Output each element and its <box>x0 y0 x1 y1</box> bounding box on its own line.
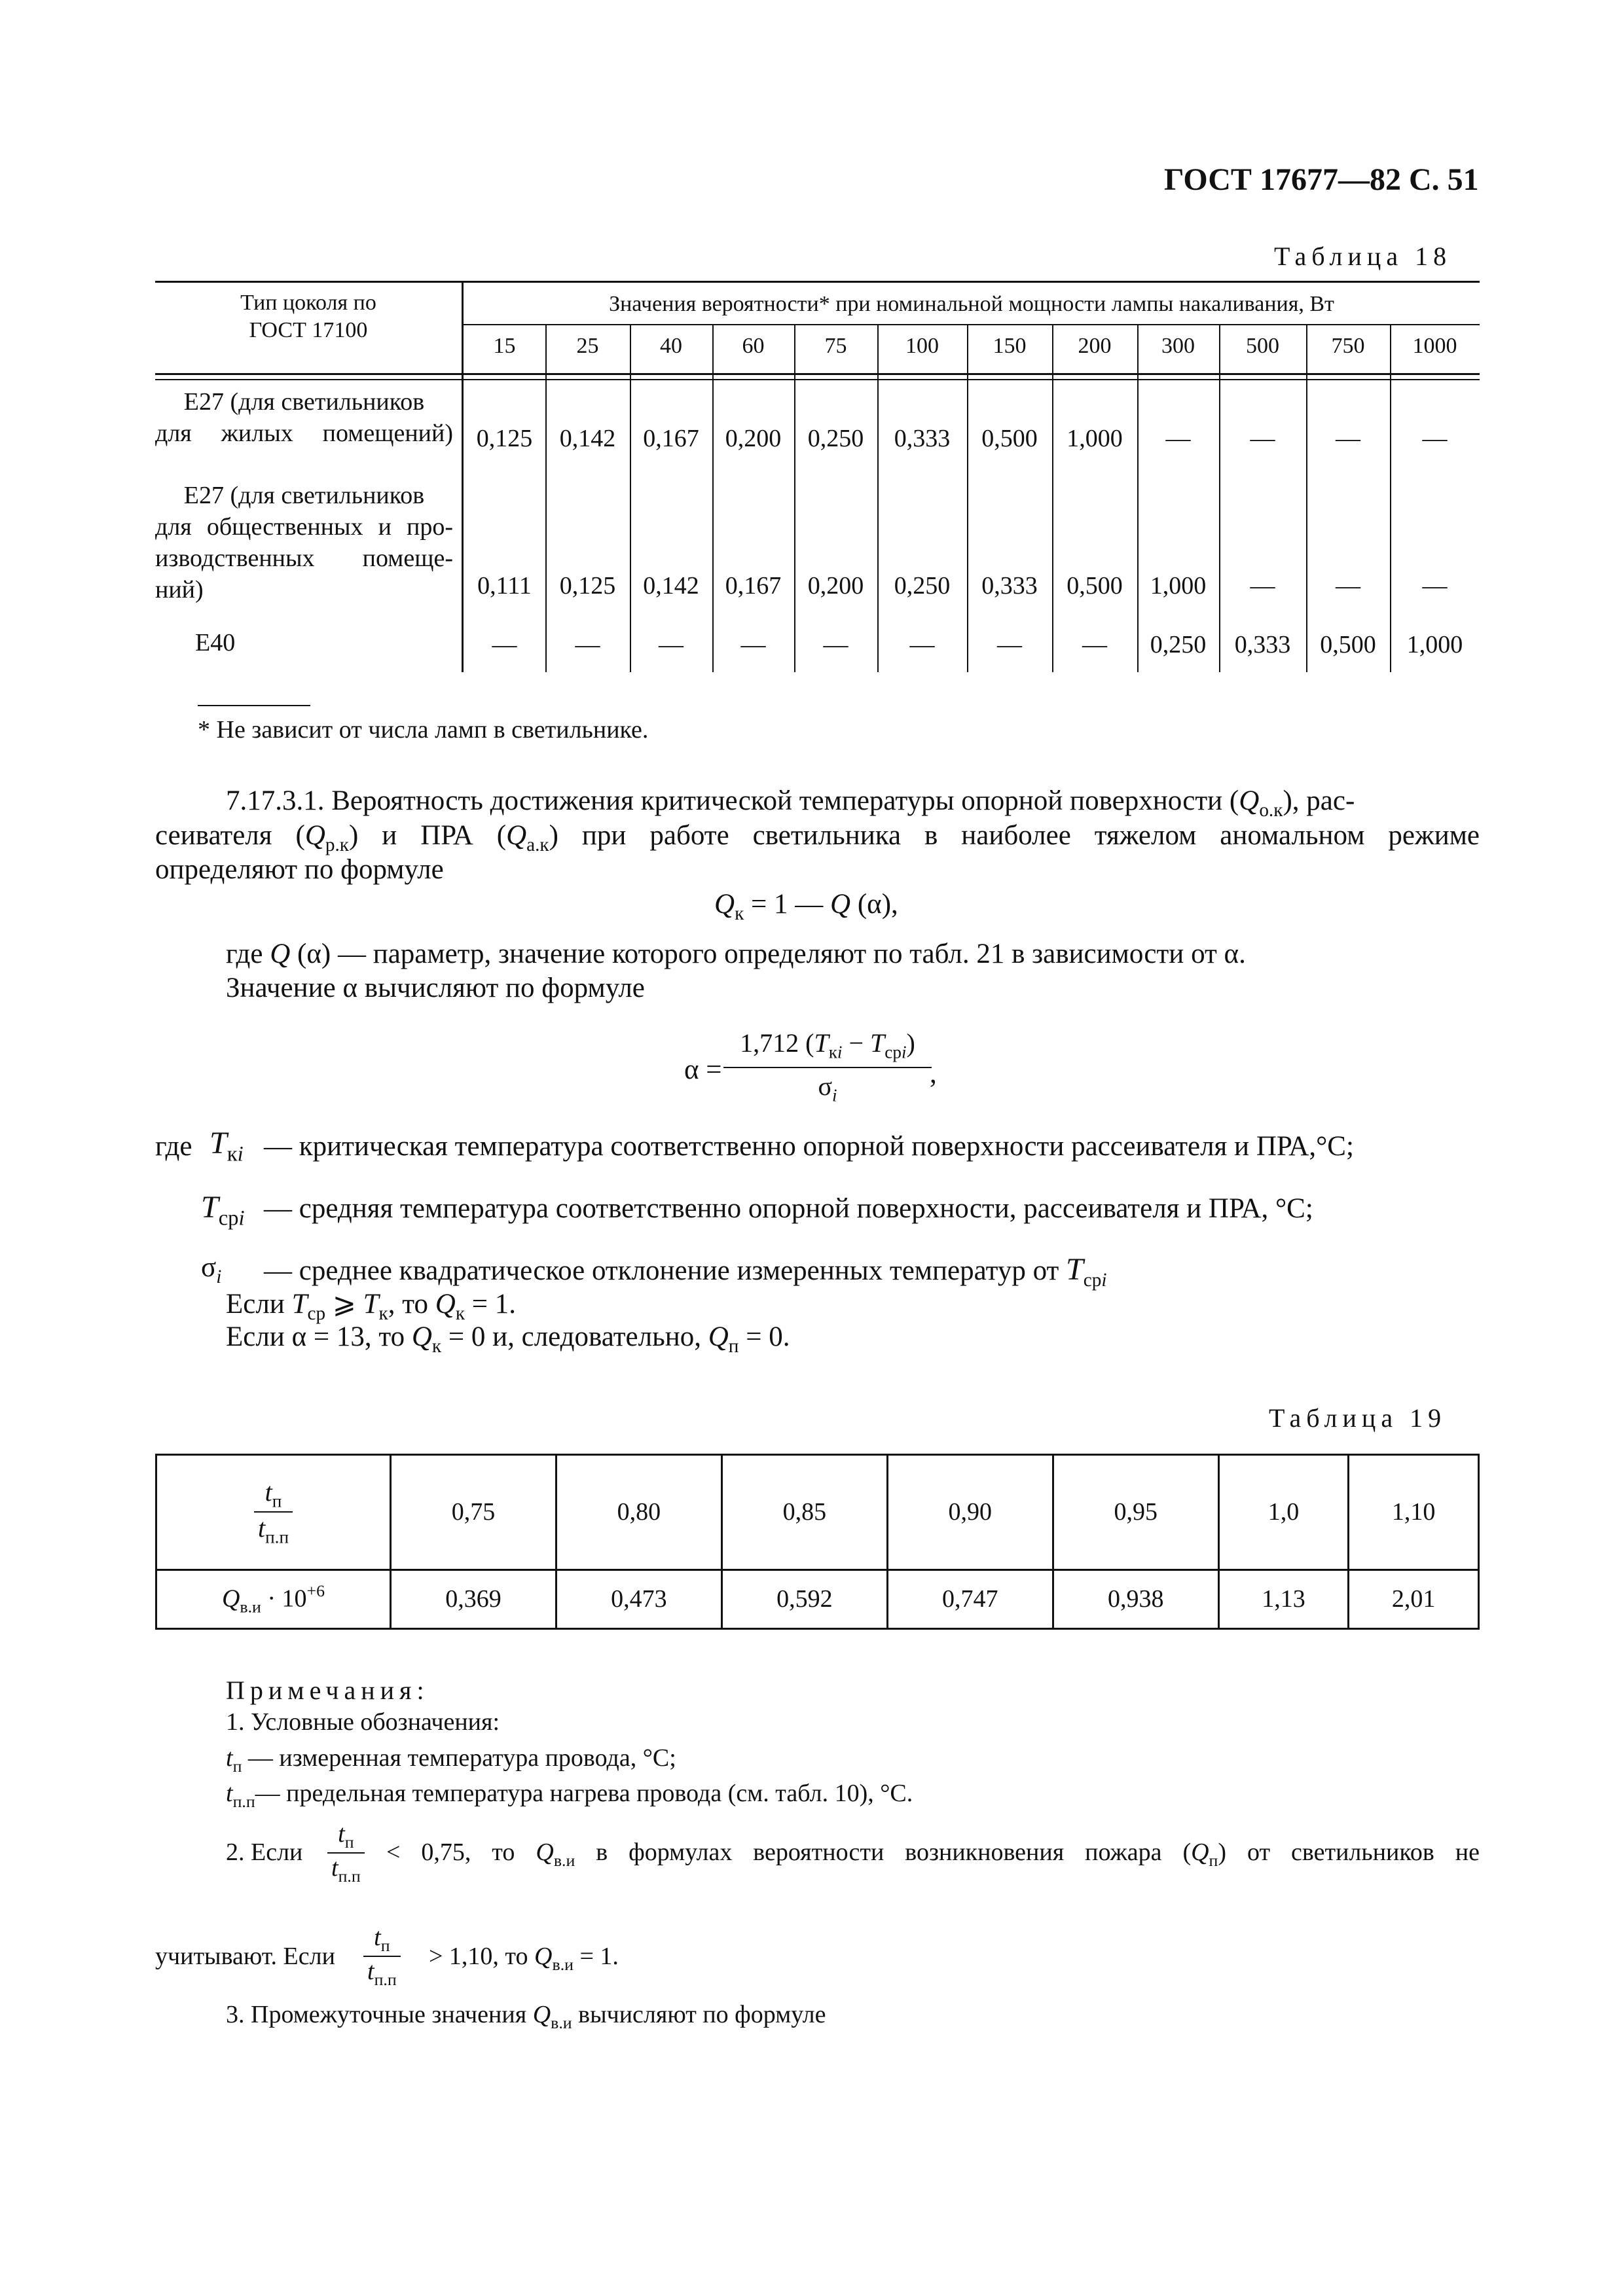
subscript: п <box>728 1336 739 1357</box>
subscript-text: к <box>227 1142 238 1166</box>
text: (α), <box>850 889 898 920</box>
row-head-qvi <box>156 1570 391 1628</box>
subscript-text: ср <box>218 1206 239 1230</box>
table-cell: — <box>1336 425 1360 452</box>
table-cell: 0,333 <box>1234 631 1291 658</box>
symbol-t: T <box>870 1028 885 1058</box>
row-label-e40: Е40 <box>195 629 236 656</box>
symbol-q: Q <box>830 889 851 920</box>
table-cell: 0,85 <box>721 1455 887 1570</box>
subscript: а.к <box>526 834 549 856</box>
table-cell: 0,500 <box>1067 572 1123 600</box>
table-cell: 0,125 <box>559 572 616 600</box>
table-cell: — <box>1165 425 1191 452</box>
text: , то <box>388 1289 435 1319</box>
row-label-line: для жилых помещений) <box>155 420 453 447</box>
note-1-tpp <box>226 1779 913 1812</box>
fraction-numerator <box>327 1820 365 1854</box>
table-cell: 0,75 <box>391 1455 556 1570</box>
row-label-e27-residential <box>155 386 453 449</box>
symbol-sigma: σ <box>818 1071 832 1101</box>
table-head-rule-2 <box>155 379 1480 380</box>
text: · 10 <box>261 1585 307 1613</box>
para-line-1 <box>226 785 1355 821</box>
table-cell: 0,90 <box>887 1455 1053 1570</box>
fraction-denominator <box>363 1957 401 1990</box>
subscript <box>219 1206 245 1230</box>
text: ) и ПРА ( <box>349 820 507 851</box>
table-cell: 1,10 <box>1349 1455 1479 1570</box>
subscript-index: i <box>832 1085 837 1105</box>
fraction-numerator <box>723 1028 932 1068</box>
text: 1,712 ( <box>740 1028 814 1058</box>
row-head-ratio <box>156 1455 391 1570</box>
symbol-q: Q <box>714 889 735 920</box>
table-cell: — <box>492 631 517 658</box>
superscript: +6 <box>306 1581 325 1601</box>
text: — среднее квадратическое отклонение измеренных температур от <box>264 1255 1067 1286</box>
subscript: ср <box>307 1303 326 1325</box>
table-cell: 0,333 <box>981 572 1038 600</box>
table-cell: 0,500 <box>981 425 1038 452</box>
text: где <box>226 939 270 969</box>
subscript-text: к <box>828 1042 837 1062</box>
subscript: п.п <box>338 1867 361 1886</box>
table-cell: 0,167 <box>643 425 699 452</box>
power-header-cell: 15 <box>493 334 516 358</box>
power-header-cell: 25 <box>576 334 599 358</box>
note-1: 1. Условные обозначения: <box>226 1708 500 1736</box>
symbol-q: Q <box>435 1289 456 1319</box>
def-tk-text: — критическая температура соответственно опорной поверхности рассеивателя и ПРА,°С; <box>264 1131 1354 1162</box>
table-cell: 0,111 <box>477 572 532 600</box>
row-label-e27-public <box>155 480 453 605</box>
note-1-tp <box>226 1744 676 1776</box>
table-19 <box>155 1454 1480 1630</box>
subscript <box>1084 1270 1107 1291</box>
subscript: в.и <box>551 2013 572 2033</box>
symbol-t: T <box>210 1126 227 1160</box>
symbol-q: Q <box>304 820 325 851</box>
table-cell: 0,80 <box>556 1455 721 1570</box>
table-19-caption: Таблица 19 <box>1269 1403 1447 1433</box>
subscript-index: i <box>837 1042 843 1062</box>
table-cell: 0,333 <box>894 425 951 452</box>
table-top-rule <box>155 281 1480 283</box>
table-cell: 0,250 <box>1150 631 1207 658</box>
table-cell: 0,167 <box>725 572 782 600</box>
text: ) от светильников не <box>1218 1839 1480 1866</box>
table-subhead-rule <box>462 324 1480 325</box>
symbol-t: t <box>264 1477 272 1507</box>
table-cell: 0,142 <box>559 425 616 452</box>
table-cell: 0,200 <box>725 425 782 452</box>
col-head-line: ГОСТ 17100 <box>249 318 368 342</box>
def-tk-symbol <box>210 1125 244 1166</box>
text: 3. Промежуточные значения <box>226 2001 533 2028</box>
table-cell: 1,000 <box>1067 425 1123 452</box>
symbol-t: t <box>331 1854 338 1882</box>
table-cell: — <box>1422 572 1448 600</box>
page-header: ГОСТ 17677—82 С. 51 <box>1164 162 1479 197</box>
subscript-text: ср <box>884 1042 902 1062</box>
subscript: в.и <box>552 1955 574 1975</box>
column-line <box>794 325 795 672</box>
subscript: п <box>272 1491 282 1511</box>
symbol-t: T <box>291 1289 308 1319</box>
note-2-fraction <box>327 1820 365 1886</box>
table-cell: 0,500 <box>1320 631 1376 658</box>
text: = 0 и, следовательно, <box>441 1321 708 1352</box>
text: = 1. <box>573 1943 619 1970</box>
table-cell: 0,142 <box>643 572 699 600</box>
symbol-q: Q <box>536 1839 554 1866</box>
symbol-q: Q <box>506 820 527 851</box>
table-18-caption: Таблица 18 <box>1274 242 1452 271</box>
table-cell: 1,13 <box>1218 1570 1349 1628</box>
table-cell: — <box>1422 425 1448 452</box>
fraction-denominator <box>327 1854 365 1886</box>
text: Если <box>226 1289 292 1319</box>
subscript: к <box>735 903 744 925</box>
symbol-q: Q <box>708 1321 729 1352</box>
column-line <box>545 325 547 672</box>
column-line <box>967 325 968 672</box>
text: — измеренная температура провода, °С; <box>242 1744 676 1772</box>
symbol-t: t <box>226 1780 233 1807</box>
power-header-cell: 75 <box>824 334 847 358</box>
symbol-q: Q <box>221 1585 240 1613</box>
para-line-2 <box>155 819 1480 856</box>
table-cell: — <box>1336 572 1360 600</box>
subscript: к <box>378 1303 388 1325</box>
symbol-t: T <box>1066 1252 1084 1287</box>
column-line <box>1306 325 1307 672</box>
symbol-t: t <box>338 1820 345 1848</box>
table-cell: 0,250 <box>894 572 951 600</box>
subscript: к <box>431 1336 442 1357</box>
table-head-rule <box>155 373 1480 375</box>
power-header-cell: 40 <box>660 334 682 358</box>
notes-title: Примечания: <box>226 1676 429 1705</box>
table-cell: 0,125 <box>476 425 533 452</box>
table-cell: 1,0 <box>1218 1455 1349 1570</box>
column-line <box>877 325 879 672</box>
row-label-line: Е27 (для светильников <box>183 482 425 509</box>
symbol-q: Q <box>411 1321 432 1352</box>
table-cell: — <box>1082 631 1107 658</box>
symbol-q: Q <box>1191 1839 1209 1866</box>
power-header-cell: 1000 <box>1412 334 1457 358</box>
subscript <box>227 1142 244 1166</box>
fraction-denominator <box>254 1513 293 1548</box>
power-header-cell: 750 <box>1331 334 1365 358</box>
table-cell: — <box>997 631 1022 658</box>
text: − <box>842 1028 871 1058</box>
table-row <box>156 1570 1479 1628</box>
table-cell: 0,250 <box>807 425 864 452</box>
note-2-text <box>386 1838 1480 1871</box>
table-cell: 0,200 <box>807 572 864 600</box>
table-cell: 0,369 <box>391 1570 556 1628</box>
symbol-t: t <box>374 1924 381 1951</box>
text: ), рас- <box>1283 785 1355 816</box>
subscript: п <box>344 1833 354 1852</box>
table-cell: — <box>575 631 600 658</box>
subscript: п <box>1209 1851 1218 1871</box>
formula-alpha-lhs: α = <box>684 1054 722 1085</box>
col-head-probability: Значения вероятности* при номинальной мощности лампы накаливания, Вт <box>609 292 1334 316</box>
subscript <box>829 1043 843 1062</box>
subscript: п.п <box>232 1792 255 1812</box>
alpha-line: Значение α вычисляют по формуле <box>226 973 645 1003</box>
table-cell: 1,000 <box>1150 572 1207 600</box>
col-head-base-type <box>155 289 462 344</box>
subscript-index: i <box>1101 1270 1107 1291</box>
symbol-t: T <box>363 1289 379 1319</box>
para-line-3: определяют по формуле <box>155 854 444 885</box>
subscript-index: i <box>901 1042 907 1062</box>
subscript-index: i <box>237 1142 244 1166</box>
where-q-alpha <box>226 938 1246 970</box>
symbol-t: T <box>201 1190 219 1225</box>
symbol-t: T <box>814 1028 829 1058</box>
text: ) при работе светильника в наиболее тяжелом аномальном режиме <box>549 820 1480 851</box>
formula-alpha-fraction <box>723 1028 932 1105</box>
row-label-line: изводственных помеще- <box>155 545 453 572</box>
symbol-q: Q <box>1239 785 1260 816</box>
power-header-cell: 300 <box>1161 334 1195 358</box>
note-2-cont-text <box>429 1942 619 1975</box>
subscript: в.и <box>240 1597 261 1617</box>
power-header-cell: 60 <box>742 334 765 358</box>
subscript-text: ср <box>1083 1270 1102 1291</box>
table-cell: 0,95 <box>1053 1455 1218 1570</box>
row-label-line: для общественных и про- <box>155 513 453 541</box>
note-2-fraction-2 <box>363 1923 401 1990</box>
column-line <box>1137 325 1139 672</box>
col-head-line: Тип цоколя по <box>240 291 376 315</box>
def-tcp-text: — средняя температура соответственно опорной поверхности, рассеивателя и ПРА, °С; <box>264 1193 1313 1224</box>
subscript: к <box>455 1303 465 1325</box>
text: Если α = 13, то <box>226 1321 412 1352</box>
footnote: * Не зависит от числа ламп в светильнике. <box>198 716 649 744</box>
column-line <box>1052 325 1053 672</box>
formula-qk <box>714 888 898 925</box>
symbol-t: t <box>367 1958 374 1986</box>
note-3 <box>226 2000 826 2033</box>
table-cell: — <box>909 631 935 658</box>
def-sigma-symbol <box>201 1251 221 1288</box>
power-header-cell: 200 <box>1078 334 1112 358</box>
symbol-t: t <box>257 1513 266 1543</box>
if-line-1 <box>226 1287 516 1325</box>
formula-alpha-comma: , <box>930 1058 937 1089</box>
text: > 1,10, то <box>429 1943 535 1970</box>
subscript: п <box>232 1757 242 1776</box>
symbol-q: Q <box>534 1943 553 1970</box>
table-cell: 0,473 <box>556 1570 721 1628</box>
text: сеивателя ( <box>155 820 305 851</box>
table-cell: — <box>1250 425 1275 452</box>
footnote-rule <box>198 705 310 706</box>
text: (α) — параметр, значение которого определяют по табл. 21 в зависимости от α. <box>290 939 1246 969</box>
text: = 0. <box>739 1321 790 1352</box>
column-line <box>1390 325 1391 672</box>
column-line <box>630 325 631 672</box>
table-cell: 1,000 <box>1406 631 1463 658</box>
symbol-q: Q <box>270 939 291 969</box>
table-row <box>156 1455 1479 1570</box>
fraction-numerator <box>254 1477 293 1513</box>
text: < 0,75, то <box>386 1839 536 1866</box>
text: = 1. <box>465 1289 517 1319</box>
if-line-2 <box>226 1321 790 1357</box>
table-cell: 0,938 <box>1053 1570 1218 1628</box>
subscript <box>884 1043 906 1062</box>
text: = 1 — <box>744 889 831 920</box>
text: ⩾ <box>325 1289 363 1319</box>
column-line <box>1219 325 1220 672</box>
table-cell: 0,747 <box>887 1570 1053 1628</box>
note-2-label: 2. Если <box>226 1839 303 1866</box>
subscript: о.к <box>1259 800 1283 821</box>
def-tcp-symbol <box>201 1189 245 1230</box>
fraction <box>254 1477 293 1548</box>
table-cell: — <box>1250 572 1275 600</box>
subscript: п.п <box>374 1970 397 1990</box>
table-cell: 0,592 <box>721 1570 887 1628</box>
symbol-q: Q <box>532 2001 551 2028</box>
text: в формулах вероятности возникновения пожара ( <box>575 1839 1192 1866</box>
symbol-t: t <box>226 1744 233 1772</box>
table-cell: — <box>823 631 848 658</box>
text: вычисляют по формуле <box>572 2001 826 2028</box>
subscript: п.п <box>265 1527 289 1547</box>
row-label-line: ний) <box>155 576 204 603</box>
table-cell: — <box>659 631 684 658</box>
row-label-line: Е27 (для светильников <box>183 388 425 416</box>
subscript-index: i <box>238 1206 245 1230</box>
power-header-cell: 500 <box>1246 334 1279 358</box>
fraction-denominator <box>723 1068 932 1106</box>
subscript-index: i <box>216 1266 222 1288</box>
table-cell: 2,01 <box>1349 1570 1479 1628</box>
note-2-cont: учитывают. Если <box>155 1943 335 1970</box>
power-header-cell: 150 <box>993 334 1027 358</box>
subscript: п <box>380 1936 390 1956</box>
where-label: где <box>155 1131 192 1162</box>
table-cell: — <box>740 631 766 658</box>
power-header-cell: 100 <box>905 334 939 358</box>
subscript: р.к <box>325 834 350 856</box>
fraction-numerator <box>363 1923 401 1957</box>
text: 7.17.3.1. Вероятность достижения критической температуры опорной поверхности ( <box>226 785 1239 816</box>
def-sigma-text <box>264 1251 1106 1291</box>
text: — предельная температура нагрева провода (см. табл. 10), °С. <box>255 1780 913 1807</box>
subscript: в.и <box>553 1851 575 1871</box>
symbol-sigma: σ <box>201 1252 217 1283</box>
text: ) <box>906 1028 915 1058</box>
column-line <box>712 325 714 672</box>
